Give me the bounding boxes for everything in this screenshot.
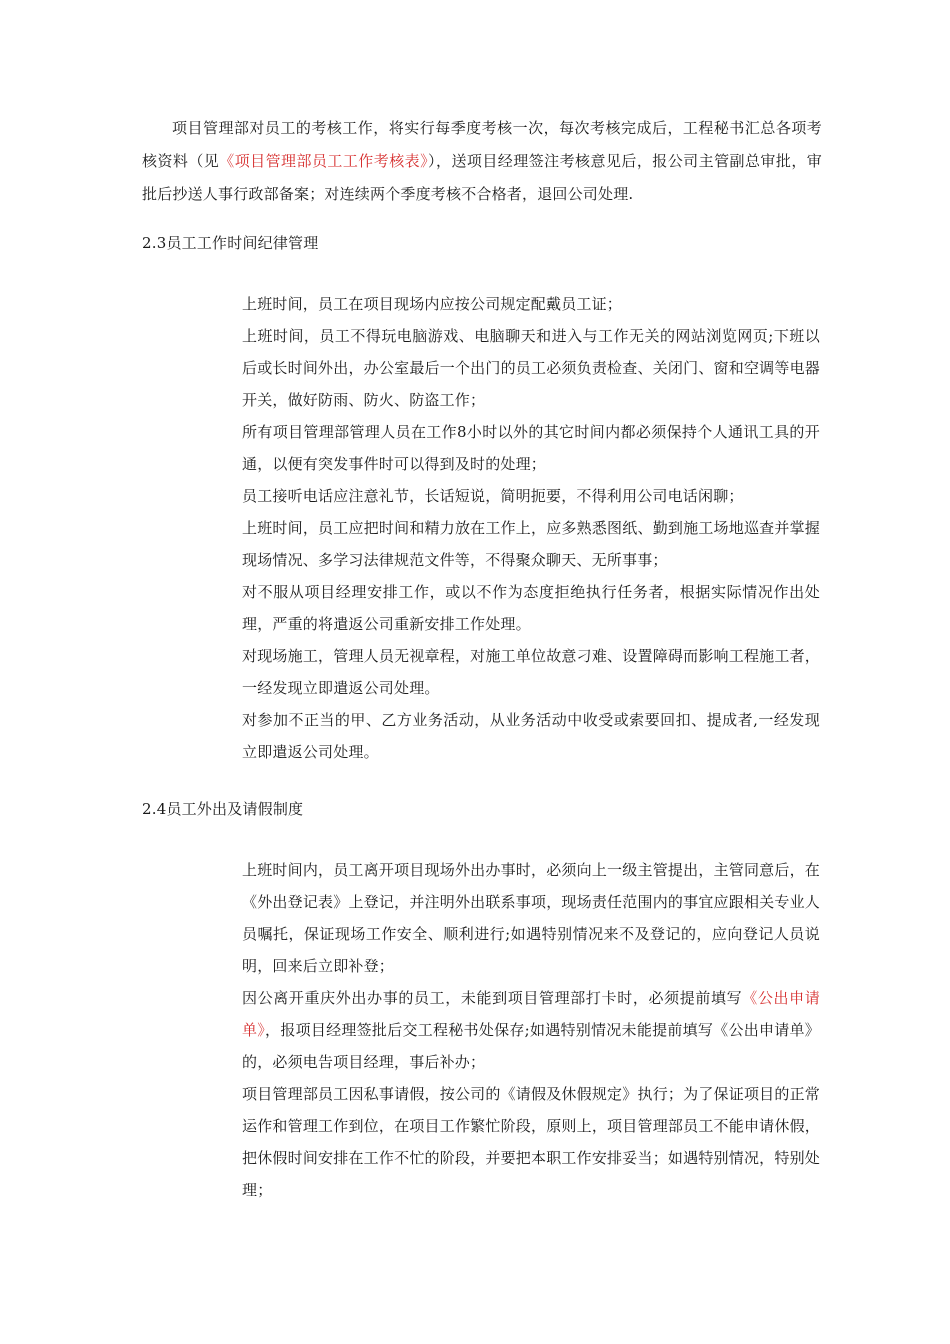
intro-text-part2: ），送项目经理签注考核意见后，报公司主管副总审批，审批后抄送人事行政部备案；对连续两个季度考核不合格者，退回公司处理. <box>142 152 822 203</box>
appraisal-form-reference: 《项目管理部员工工作考核表》 <box>219 152 429 170</box>
list-item <box>242 982 820 1078</box>
list-item: 上班时间，员工在项目现场内应按公司规定配戴员工证； <box>242 295 623 313</box>
list-item: 对现场施工，管理人员无视章程，对施工单位故意刁难、设置障碍而影响工程施工者，一经发现立即遣返公司处理。 <box>242 647 820 697</box>
list-item: 上班时间，员工应把时间和精力放在工作上，应多熟悉图纸、勤到施工场地巡查并掌握现场情况、多学习法律规范文件等，不得聚众聊天、无所事事； <box>242 519 820 569</box>
list-item: 上班时间内，员工离开项目现场外出办事时，必须向上一级主管提出，主管同意后，在《外出登记表》上登记，并注明外出联系事项，现场责任范围内的事宜应跟相关专业人员嘱托，保证现场工作安全、顺利进行;如遇特别情况来不及登记的，应向登记人员说明，回来后立即补登； <box>242 861 820 975</box>
list-item: 对不服从项目经理安排工作，或以不作为态度拒绝执行任务者，根据实际情况作出处理，严重的将遣返公司重新安排工作处理。 <box>242 583 820 633</box>
intro-paragraph <box>142 112 822 211</box>
list-item: 所有项目管理部管理人员在工作8小时以外的其它时间内都必须保持个人通讯工具的开通，以便有突发事件时可以得到及时的处理； <box>242 423 820 473</box>
list-item: 员工接听电话应注意礼节，长话短说，简明扼要，不得利用公司电话闲聊； <box>242 487 744 505</box>
list-item: 上班时间，员工不得玩电脑游戏、电脑聊天和进入与工作无关的网站浏览网页;下班以后或长时间外出，办公室最后一个出门的员工必须负责检查、关闭门、窗和空调等电器开关，做好防雨、防火、防盗工作； <box>242 327 820 409</box>
work-discipline-list <box>242 288 820 768</box>
list-item: 项目管理部员工因私事请假，按公司的《请假及休假规定》执行；为了保证项目的正常运作和管理工作到位，在项目工作繁忙阶段，原则上，项目管理部员工不能申请休假，把休假时间安排在工作不忙的阶段，并要把本职工作安排妥当；如遇特别情况，特别处理； <box>242 1085 820 1199</box>
leave-policy-list <box>242 854 820 1206</box>
intro-text-part1: 项目管理部对员工的考核工作，将实行每季度考核一次，每次考核完成后，工程秘书汇总各项考核资料（见 <box>142 119 822 170</box>
list-item: 对参加不正当的甲、乙方业务活动，从业务活动中收受或索要回扣、提成者,一经发现立即遣返公司处理。 <box>242 711 820 761</box>
business-trip-form-reference: 《公出申请单》 <box>242 989 820 1039</box>
list-item-text: 因公离开重庆外出办事的员工，未能到项目管理部打卡时，必须提前填写 <box>242 989 743 1007</box>
section-heading-2-3: 2.3员工工作时间纪律管理 <box>142 234 319 252</box>
list-item-text: ，报项目经理签批后交工程秘书处保存;如遇特别情况未能提前填写《公出申请单》的，必须电告项目经理，事后补办； <box>242 1021 820 1071</box>
section-heading-2-4: 2.4员工外出及请假制度 <box>142 800 304 818</box>
